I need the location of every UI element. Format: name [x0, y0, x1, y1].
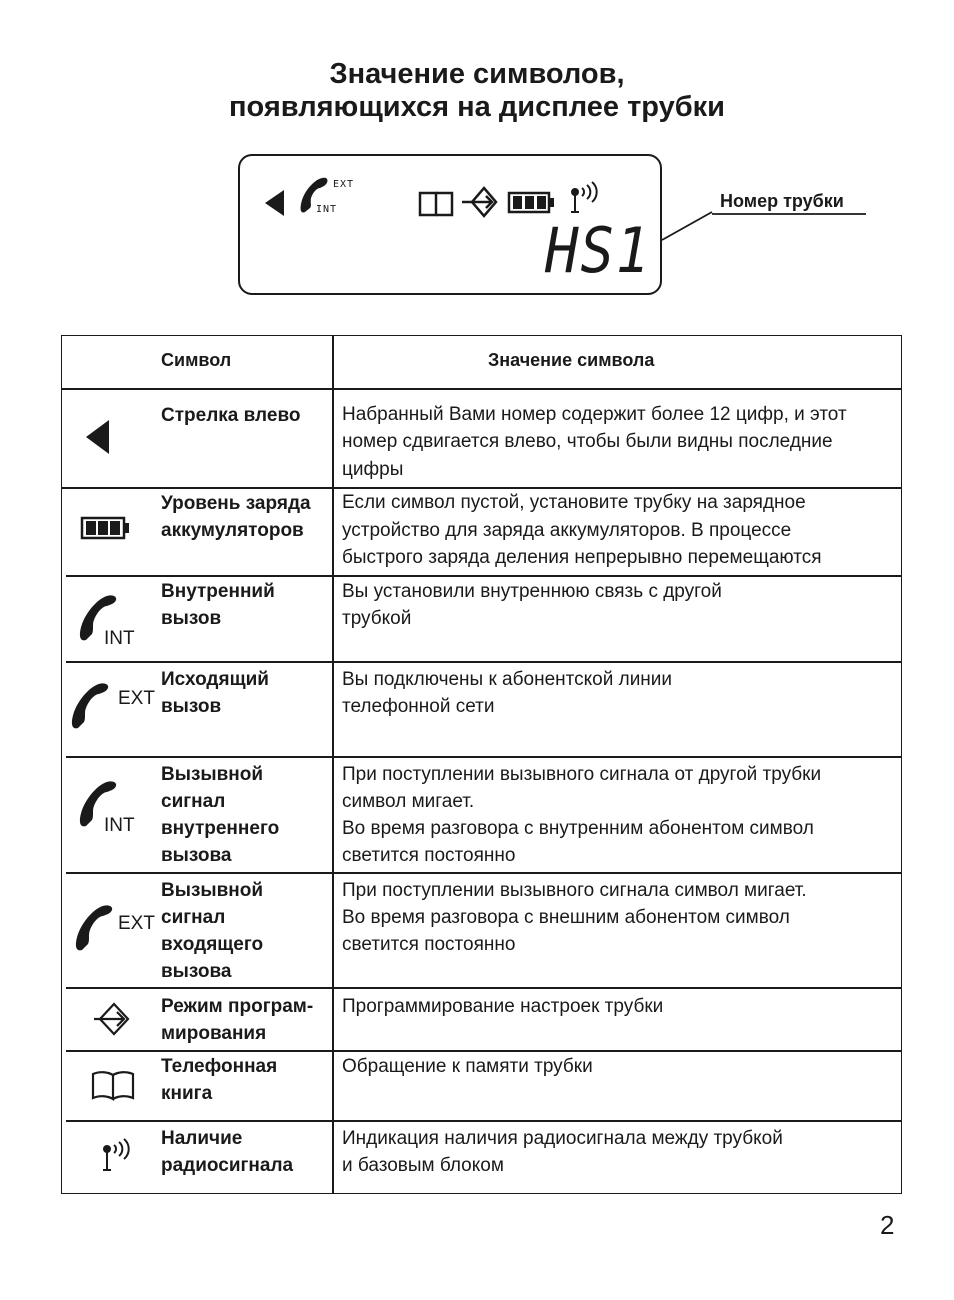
symbol-description: светится постоянно — [342, 934, 516, 955]
header-symbol: Символ — [161, 350, 232, 370]
symbol-name: мирования — [161, 1023, 267, 1044]
phone-ext-icon — [72, 683, 108, 728]
battery-icon — [82, 518, 129, 538]
symbol-description: и базовым блоком — [342, 1155, 504, 1176]
symbol-description: цифры — [342, 459, 404, 480]
symbol-name: вызова — [161, 845, 232, 866]
symbol-name: книга — [161, 1083, 213, 1104]
symbol-description: символ мигает. — [342, 791, 475, 812]
symbol-name: аккумуляторов — [161, 520, 304, 541]
symbol-description: Вы подключены к абонентской линии — [342, 669, 673, 690]
symbol-name: Внутренний — [161, 581, 275, 602]
symbol-description: Индикация наличия радиосигнала между трубкой — [342, 1128, 783, 1149]
lcd-program-icon — [462, 188, 496, 216]
symbol-name: сигнал — [161, 907, 226, 928]
symbol-description: Программирование настроек трубки — [342, 996, 664, 1017]
title-line-2: появляющихся на дисплее трубки — [229, 91, 725, 123]
symbol-name: Вызывной — [161, 764, 264, 785]
header-meaning: Значение символа — [488, 350, 655, 370]
int-label: INT — [104, 815, 135, 836]
handset-number-display: HS1 — [545, 214, 652, 287]
symbol-name: Стрелка влево — [161, 405, 301, 426]
symbol-description: При поступлении вызывного сигнала символ мигает. — [342, 880, 807, 901]
symbol-name: вызов — [161, 608, 222, 629]
ext-label: EXT — [118, 913, 155, 934]
symbol-description: устройство для заряда аккумуляторов. В процессе — [342, 520, 792, 541]
symbol-description: Во время разговора с внешним абонентом символ — [342, 907, 790, 928]
left-arrow-icon — [86, 420, 109, 454]
title-line-1: Значение символов, — [329, 58, 625, 90]
symbol-name: Уровень заряда — [161, 493, 311, 514]
symbol-name: внутреннего — [161, 818, 280, 839]
radio-signal-icon — [103, 1139, 129, 1170]
handset-number-callout: Номер трубки — [720, 191, 844, 211]
symbol-description: Если символ пустой, установите трубку на зарядное — [342, 492, 806, 513]
lcd-ext-label: EXT — [333, 179, 355, 190]
symbol-name: Режим програм- — [161, 996, 314, 1017]
symbol-description: Набранный Вами номер содержит более 12 цифр, и этот — [342, 404, 847, 425]
page-number: 2 — [880, 1210, 895, 1240]
symbol-description: Во время разговора с внутренним абонентом символ — [342, 818, 814, 839]
lcd-int-label: INT — [316, 204, 338, 215]
callout-leader-line — [662, 212, 712, 240]
symbol-name: Исходящий — [161, 669, 269, 690]
symbol-description: светится постоянно — [342, 845, 516, 866]
ext-label: EXT — [118, 688, 155, 709]
symbol-name: Вызывной — [161, 880, 264, 901]
symbol-description: Обращение к памяти трубки — [342, 1056, 593, 1077]
int-label: INT — [104, 628, 135, 649]
symbol-name: Наличие — [161, 1128, 243, 1149]
symbol-description: номер сдвигается влево, чтобы были видны последние — [342, 431, 833, 452]
symbol-name: вызов — [161, 696, 222, 717]
symbol-description: телефонной сети — [342, 696, 495, 717]
symbol-description: быстрого заряда деления непрерывно перемещаются — [342, 547, 822, 568]
lcd-radio-signal-icon — [571, 182, 597, 212]
program-mode-icon — [94, 1004, 128, 1034]
symbol-description: Вы установили внутреннюю связь с другой — [342, 581, 722, 602]
symbol-description: трубкой — [342, 608, 412, 629]
symbol-name: Телефонная — [161, 1056, 278, 1077]
phone-ext-icon — [76, 905, 112, 950]
phonebook-icon — [93, 1072, 133, 1099]
symbol-name: сигнал — [161, 791, 226, 812]
symbol-name: входящего — [161, 934, 264, 955]
lcd-battery-icon — [509, 193, 554, 212]
lcd-phonebook-icon — [420, 193, 452, 215]
symbol-name: вызова — [161, 961, 232, 982]
symbol-name: радиосигнала — [161, 1155, 294, 1176]
symbol-description: При поступлении вызывного сигнала от другой трубки — [342, 764, 822, 785]
